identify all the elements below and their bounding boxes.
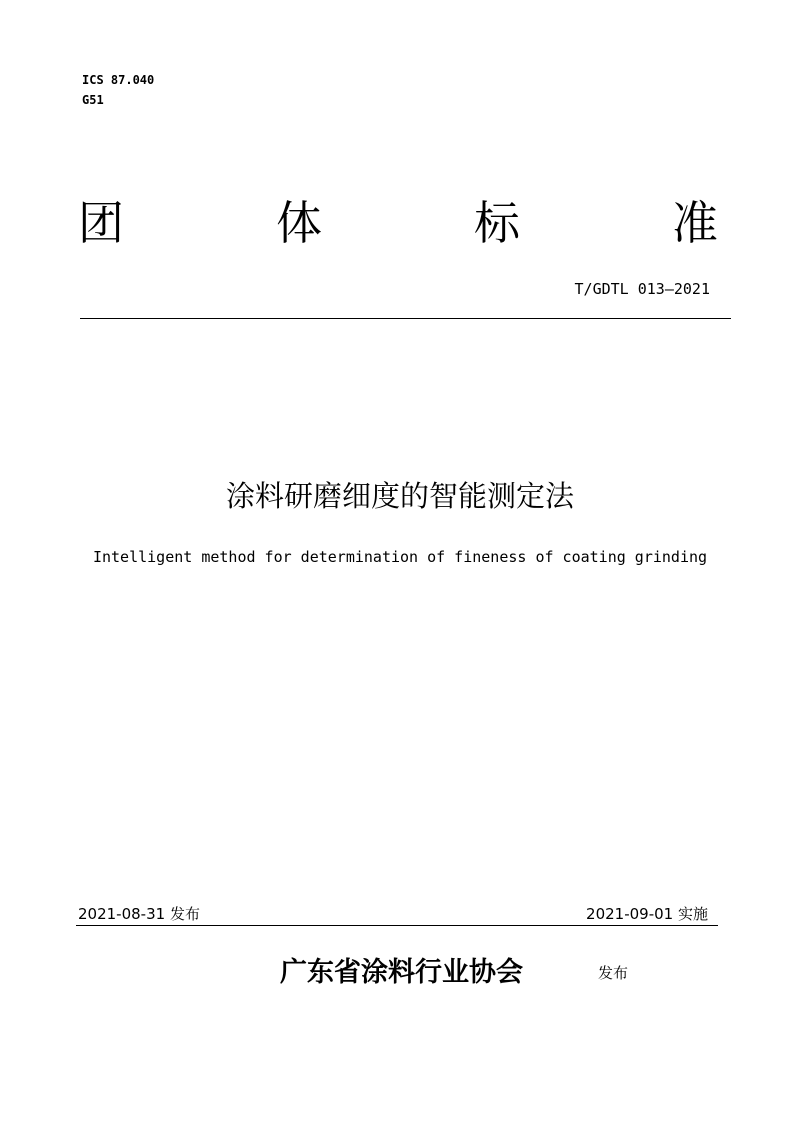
classification-codes bbox=[82, 70, 154, 110]
document-title-cn: 涂料研磨细度的智能测定法 bbox=[225, 479, 574, 513]
standard-type-heading bbox=[78, 188, 718, 258]
publisher-name: 广东省涂料行业协会 bbox=[280, 957, 523, 988]
standard-code: T/GDTL 013—2021 bbox=[574, 280, 710, 298]
standard-type-char: 准 bbox=[672, 196, 718, 250]
document-title-en: Intelligent method for determination of fineness of coating grinding bbox=[92, 548, 708, 566]
standard-type-char: 体 bbox=[276, 196, 322, 250]
top-divider bbox=[80, 318, 731, 319]
publish-date: 2021-08-31 发布 bbox=[78, 905, 200, 923]
standard-type-char: 团 bbox=[78, 196, 124, 250]
publisher-suffix: 发布 bbox=[598, 964, 629, 982]
implement-date: 2021-09-01 实施 bbox=[586, 905, 708, 923]
bottom-divider bbox=[76, 925, 718, 926]
ccs-code: G51 bbox=[82, 93, 104, 107]
ics-code: ICS 87.040 bbox=[82, 73, 155, 87]
standard-type-char: 标 bbox=[474, 196, 520, 250]
